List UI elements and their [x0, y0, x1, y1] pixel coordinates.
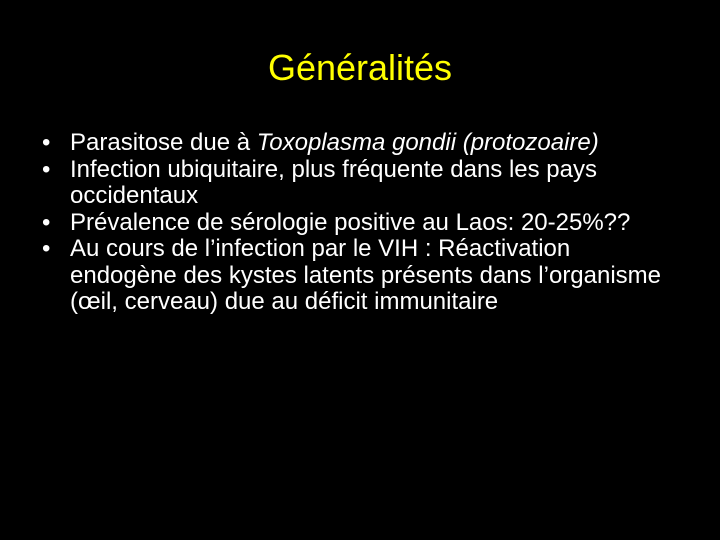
bullet-text: Au cours de l’infection par le VIH : Réactivation endogène des kystes latents présents dans l’organisme (œil, cerveau) due au déficit immunitaire [70, 235, 662, 315]
slide-title: Généralités [267, 47, 453, 88]
bullet-list [42, 130, 682, 316]
bullet-icon: • [42, 129, 51, 156]
bullet-text: Prévalence de sérologie positive au Laos: 20-25%?? [70, 208, 631, 236]
bullet-icon: • [42, 235, 51, 262]
bullet-icon: • [42, 208, 51, 236]
bullet-text: Infection ubiquitaire, plus fréquente dans les pays occidentaux [70, 155, 598, 209]
bullet-item-prevalence [42, 210, 682, 237]
bullet-text-italic: Toxoplasma gondii (protozoaire) [256, 129, 599, 156]
bullet-icon: • [42, 155, 51, 183]
bullet-text: Parasitose due à [70, 129, 257, 156]
bullet-item-infection [42, 157, 682, 210]
bullet-item-vih [42, 236, 682, 316]
bullet-item-parasitose [42, 130, 682, 157]
